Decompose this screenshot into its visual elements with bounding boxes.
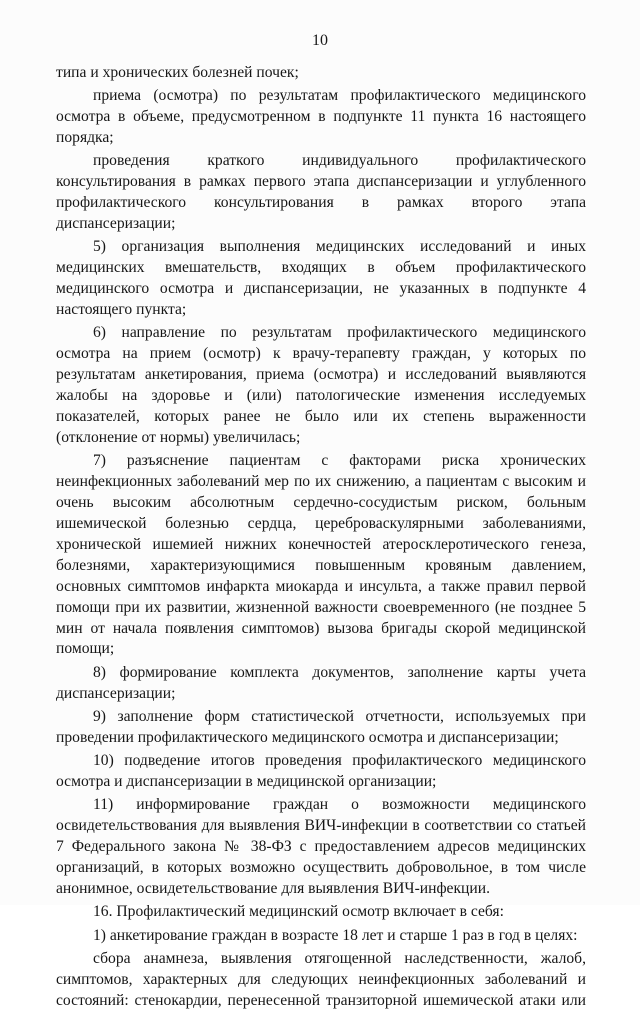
- subitem-1: 1) анкетирование граждан в возрасте 18 лет и старше 1 раз в год в целях:: [93, 926, 578, 944]
- list-item-9: 9) заполнение форм статистической отчетности, используемых при проведении профилактического медицинского осмотра и диспансеризации;: [56, 707, 586, 746]
- paragraph-continues-next-page: сбора анамнеза, выявления отягощенной наследственности, жалоб, симптомов, характерных для следующих неинфекционных заболеваний и состояний: стенокардии, перенесенной транзиторной ишемической атаки или: [56, 949, 586, 1009]
- paragraph-continuation: типа и хронических болезней почек;: [56, 64, 299, 81]
- document-body: [56, 63, 586, 1014]
- section-16-heading: 16. Профилактический медицинский осмотр включает в себя:: [93, 903, 504, 921]
- list-item-7: 7) разъяснение пациентам с факторами риска хронических неинфекционных заболеваний мер по их снижению, а пациентам с высоким и очень высоким абсолютным сердечно-сосудистым риском, больным ишемической болезнью сердца, цереброваскулярными заболеваниями, хронической ишемией нижних конечностей атеросклеротического генеза, болезнями, характеризующимися повышенным кровяным давлением, основных симптомов инфаркта миокарда и инсульта, а также правил первой помощи при их развитии, жизненной важности своевременного (не позднее 5 мин от начала появления симптомов) вызова бригады скорой медицинской помощи;: [56, 452, 586, 658]
- paragraph: проведения краткого индивидуального профилактического консультирования в рамках первого этапа диспансеризации и углубленного профилактического консультирования в рамках второго этапа диспансеризации;: [56, 152, 586, 233]
- list-item-5: 5) организация выполнения медицинских исследований и иных медицинских вмешательств, входящих в объем профилактического медицинского осмотра и диспансеризации, не указанных в подпункте 4 настоящего пункта;: [56, 238, 586, 319]
- list-item-11: 11) информирование граждан о возможности медицинского освидетельствования для выявления ВИЧ-инфекции в соответствии со статьей 7 Федерального закона № 38-ФЗ с предоставлением адресов медицинских организаций, в которых возможно осуществить добровольное, в том числе анонимное, освидетельствование для выявления ВИЧ-инфекции.: [56, 796, 586, 897]
- list-item-6: 6) направление по результатам профилактического медицинского осмотра на прием (осмотр) к врачу-терапевту граждан, у которых по результатам анкетирования, приема (осмотра) и исследований выявляются жалобы на здоровье и (или) патологические изменения исследуемых показателей, которых ранее не было или их степень выраженности (отклонение от нормы) увеличилась;: [56, 324, 586, 446]
- paragraph: приема (осмотра) по результатам профилактического медицинского осмотра в объеме, предусмотренном в подпункте 11 пункта 16 настоящего порядка;: [56, 87, 586, 147]
- list-item-10: 10) подведение итогов проведения профилактического медицинского осмотра и диспансеризации в медицинской организации;: [56, 752, 586, 791]
- list-item-8: 8) формирование комплекта документов, заполнение карты учета диспансеризации;: [56, 663, 586, 702]
- page-number: 10: [312, 32, 328, 49]
